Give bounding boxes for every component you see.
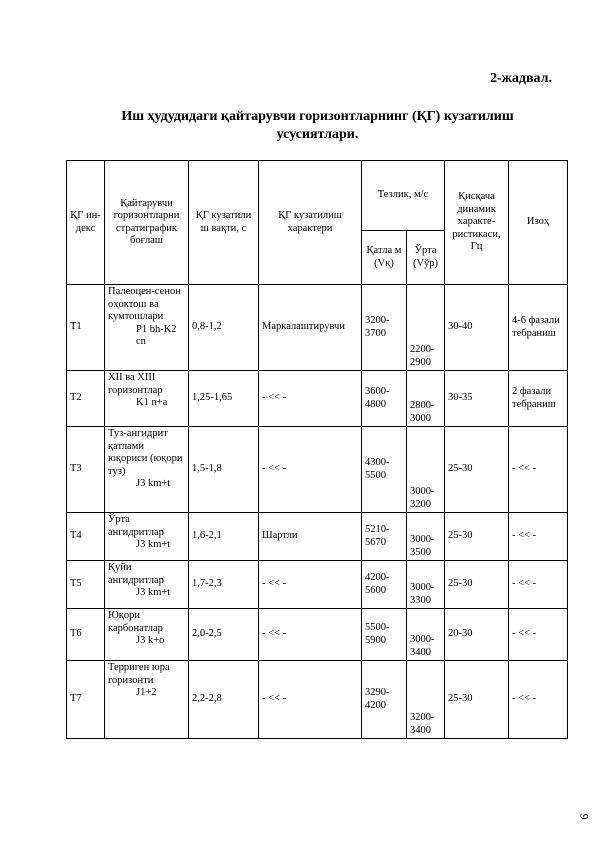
velocity-average: 3000-3500	[407, 513, 445, 561]
dynamic-characteristic: 25-30	[445, 427, 509, 513]
note: 2 фазали тебраниш	[509, 371, 568, 427]
velocity-average: 3000-3300	[407, 561, 445, 609]
velocity-average: 3000-3400	[407, 609, 445, 661]
horizon-index: Т2	[67, 371, 105, 427]
stratigraphic-index: J3 km+t	[136, 539, 171, 550]
table-caption: 2-жадвал.	[490, 71, 552, 86]
table-row	[67, 371, 568, 427]
table-row	[67, 427, 568, 513]
horizon-name-text: Туз-ангидрит қатлами юқориси (юқори туз)	[108, 428, 183, 477]
observation-character: - << -	[259, 561, 362, 609]
header-row	[67, 161, 568, 231]
table-row	[67, 609, 568, 661]
velocity-average: 2800-3000	[407, 371, 445, 427]
horizon-index: Т7	[67, 661, 105, 739]
velocity-layer: 5500-5900	[362, 609, 407, 661]
velocity-layer: 3290-4200	[362, 661, 407, 739]
velocity-layer: 4200-5600	[362, 561, 407, 609]
note: - << -	[509, 561, 568, 609]
horizon-index: Т5	[67, 561, 105, 609]
title-line-2: усусиятлари.	[276, 127, 359, 142]
header-note: Изоҳ	[509, 161, 568, 285]
observation-time: 2,0-2,5	[189, 609, 259, 661]
velocity-layer: 5210-5670	[362, 513, 407, 561]
horizon-index: Т6	[67, 609, 105, 661]
horizon-name-text: Қуйи ангидритлар	[108, 562, 164, 586]
stratigraphic-index: J1+2	[136, 687, 157, 698]
dynamic-characteristic: 30-40	[445, 285, 509, 371]
velocity-average: 3200-3400	[407, 661, 445, 739]
observation-character: - << -	[259, 371, 362, 427]
stratigraphic-index: J3 km+t	[136, 587, 171, 598]
dynamic-characteristic: 25-30	[445, 561, 509, 609]
note: - << -	[509, 513, 568, 561]
horizon-name	[105, 513, 189, 561]
horizon-name-text: Ўрта ангидритлар	[108, 514, 164, 538]
dynamic-characteristic: 25-30	[445, 661, 509, 739]
observation-character: - << -	[259, 427, 362, 513]
observation-character: - << -	[259, 661, 362, 739]
velocity-layer: 4300-5500	[362, 427, 407, 513]
note: - << -	[509, 609, 568, 661]
horizon-name	[105, 371, 189, 427]
observation-time: 2,2-2,8	[189, 661, 259, 739]
table-row	[67, 513, 568, 561]
dynamic-characteristic: 20-30	[445, 609, 509, 661]
title-line-1: Иш ҳудудидаги қайтарувчи горизонтларнинг (ҚГ) кузатилиш	[121, 109, 514, 124]
observation-character: - << -	[259, 609, 362, 661]
observation-character: Шартли	[259, 513, 362, 561]
horizon-name	[105, 427, 189, 513]
horizon-index: Т4	[67, 513, 105, 561]
stratigraphic-index: K1 n+a	[136, 397, 168, 408]
table-row	[67, 661, 568, 739]
stratigraphic-index: J3 km+t	[136, 478, 171, 489]
horizon-index: Т1	[67, 285, 105, 371]
horizon-index: Т3	[67, 427, 105, 513]
horizon-name	[105, 285, 189, 371]
horizon-name-text: Юқори карбонатлар	[108, 610, 163, 634]
header-time: ҚГ кузатили ш вақти, с	[189, 161, 259, 285]
stratigraphic-index: J3 k+o	[136, 635, 165, 646]
observation-time: 1,5-1,8	[189, 427, 259, 513]
horizon-name-text: XII ва XIII горизонтлар	[108, 372, 163, 396]
velocity-layer: 3200-3700	[362, 285, 407, 371]
dynamic-characteristic: 25-30	[445, 513, 509, 561]
observation-time: 1,7-2,3	[189, 561, 259, 609]
table-row	[67, 561, 568, 609]
velocity-layer: 3600-4800	[362, 371, 407, 427]
note: - << -	[509, 427, 568, 513]
horizons-table	[66, 160, 568, 739]
horizon-name	[105, 661, 189, 739]
observation-time: 1,6-2,1	[189, 513, 259, 561]
table-row	[67, 285, 568, 371]
table-title	[60, 108, 575, 144]
header-character: ҚГ кузатилиш характери	[259, 161, 362, 285]
header-velocity-layer: Қатла м (Vқ)	[362, 231, 407, 285]
header-velocity: Тезлик, м/с	[362, 161, 445, 231]
header-dynamic: Қисқача динамик характе-ристикаси, Гц	[445, 161, 509, 285]
horizon-name	[105, 609, 189, 661]
note: - << -	[509, 661, 568, 739]
dynamic-characteristic: 30-35	[445, 371, 509, 427]
header-horizons: Қайтарувчи горизонтларни стратиграфик боғлаш	[105, 161, 189, 285]
velocity-average: 2200-2900	[407, 285, 445, 371]
stratigraphic-index: P1 bh-K2 cn	[136, 323, 177, 347]
observation-time: 0,8-1,2	[189, 285, 259, 371]
observation-time: 1,25-1,65	[189, 371, 259, 427]
horizon-name-text: Палеоцен-сенон оҳоктош ва кумтошлари	[108, 286, 181, 322]
header-index: ҚГ ин-декс	[67, 161, 105, 285]
note: 4-6 фазали тебраниш	[509, 285, 568, 371]
header-velocity-average: Ўрта (Vўр)	[407, 231, 445, 285]
horizon-name	[105, 561, 189, 609]
observation-character: Маркалаштирувчи	[259, 285, 362, 371]
page-number: 9	[577, 813, 592, 820]
velocity-average: 3000-3200	[407, 427, 445, 513]
horizon-name-text: Терриген юра горизонти	[108, 662, 170, 686]
